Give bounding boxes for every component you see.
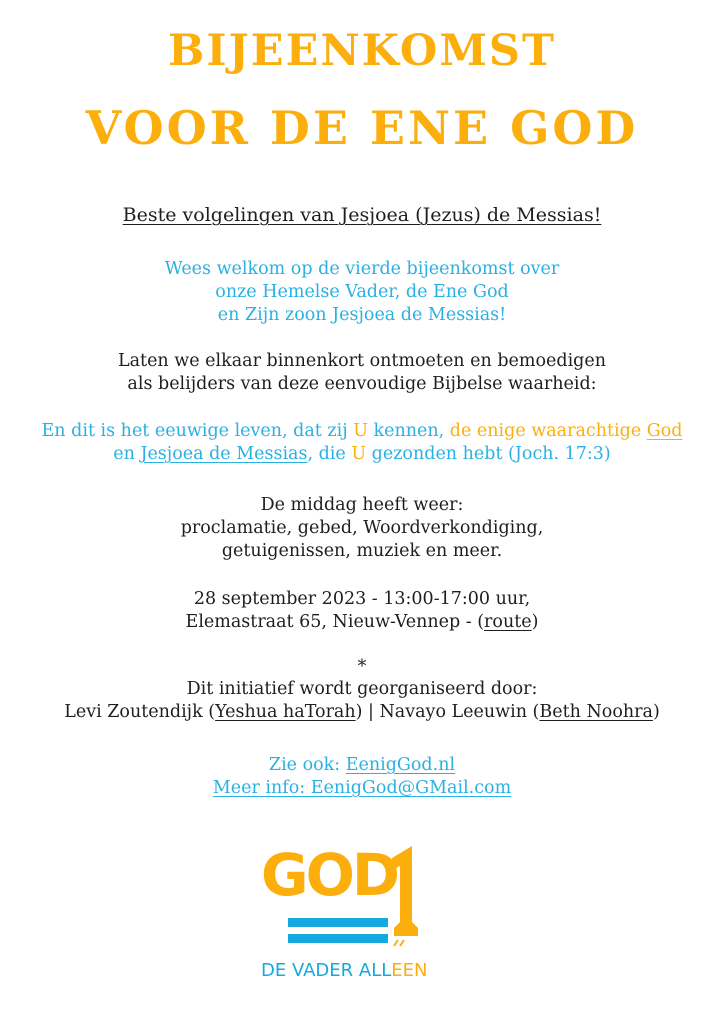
- event-address: [0, 611, 724, 634]
- email-link[interactable]: Meer info: EenigGod@GMail.com: [212, 778, 512, 798]
- greeting: [0, 204, 724, 227]
- logo-one-icon: [390, 840, 420, 950]
- program-line-1: De middag heeft weer:: [260, 495, 464, 515]
- program-description: [0, 494, 724, 563]
- verse-text: en: [113, 444, 141, 464]
- separator-asterisk: *: [357, 657, 367, 677]
- welcome-line-1: Wees welkom op de vierde bijeenkomst over: [164, 259, 560, 279]
- logo-bar-bottom: [288, 934, 388, 943]
- address-text: Elemastraat 65, Nieuw-Vennep - (: [185, 612, 485, 632]
- logo-bar-top: [288, 918, 388, 927]
- tagline-main: DE VADER ALL: [261, 960, 392, 981]
- logo-word: GOD: [261, 841, 398, 909]
- welcome-message: [0, 258, 724, 327]
- route-link[interactable]: route: [484, 612, 532, 632]
- god-link[interactable]: God: [646, 421, 683, 441]
- yeshua-hatorah-link[interactable]: Yeshua haTorah: [215, 702, 356, 722]
- verse-text: gezonden hebt (Joch. 17:3): [366, 444, 611, 464]
- invitation-line-1: Laten we elkaar binnenkort ontmoeten en bemoedigen: [117, 351, 606, 371]
- verse-u-2: U: [351, 444, 367, 464]
- bible-verse: [0, 420, 724, 466]
- verse-u-1: U: [353, 421, 368, 441]
- greeting-text: Beste volgelingen van Jesjoea (Jezus) de Messias!: [122, 204, 602, 226]
- title-line-2: VOOR DE ENE GOD: [85, 101, 639, 155]
- logo-tagline: [261, 960, 427, 981]
- welcome-line-2: onze Hemelse Vader, de Ene God: [215, 282, 509, 302]
- beth-noohra-link[interactable]: Beth Noohra: [539, 702, 653, 722]
- verse-line-2: [0, 443, 724, 466]
- messiah-link[interactable]: Jesjoea de Messias: [140, 444, 308, 464]
- website-link[interactable]: EenigGod.nl: [345, 755, 456, 775]
- organizers: [0, 678, 724, 724]
- organizers-end: ): [652, 702, 660, 722]
- more-info: [0, 777, 724, 800]
- event-datetime: 28 september 2023 - 13:00-17:00 uur,: [193, 589, 531, 609]
- invitation: [0, 350, 724, 396]
- program-line-2: proclamatie, gebed, Woordverkondiging,: [180, 518, 544, 538]
- organizers-intro: Dit initiatief wordt georganiseerd door:: [186, 679, 538, 699]
- see-also-label: Zie ook:: [268, 755, 346, 775]
- invitation-line-2: als belijders van deze eenvoudige Bijbelse waarheid:: [127, 374, 597, 394]
- contact-links: [0, 754, 724, 800]
- organizers-names: [0, 701, 724, 724]
- verse-text: , die: [307, 444, 352, 464]
- title-line-1: BIJEENKOMST: [168, 26, 556, 76]
- verse-text: kennen,: [367, 421, 450, 441]
- organizer-2: ) | Navayo Leeuwin (: [355, 702, 540, 722]
- verse-text: En dit is het eeuwige leven, dat zij: [41, 421, 354, 441]
- event-details: [0, 588, 724, 634]
- god1-logo: [255, 841, 465, 986]
- address-text-end: ): [531, 612, 539, 632]
- program-line-3: getuigenissen, muziek en meer.: [221, 541, 503, 561]
- verse-text-orange: de enige waarachtige: [449, 421, 647, 441]
- see-also: [0, 754, 724, 777]
- verse-line-1: [0, 420, 724, 443]
- welcome-line-3: en Zijn zoon Jesjoea de Messias!: [217, 305, 507, 325]
- tagline-accent: EEN: [391, 960, 428, 981]
- organizer-1: Levi Zoutendijk (: [64, 702, 216, 722]
